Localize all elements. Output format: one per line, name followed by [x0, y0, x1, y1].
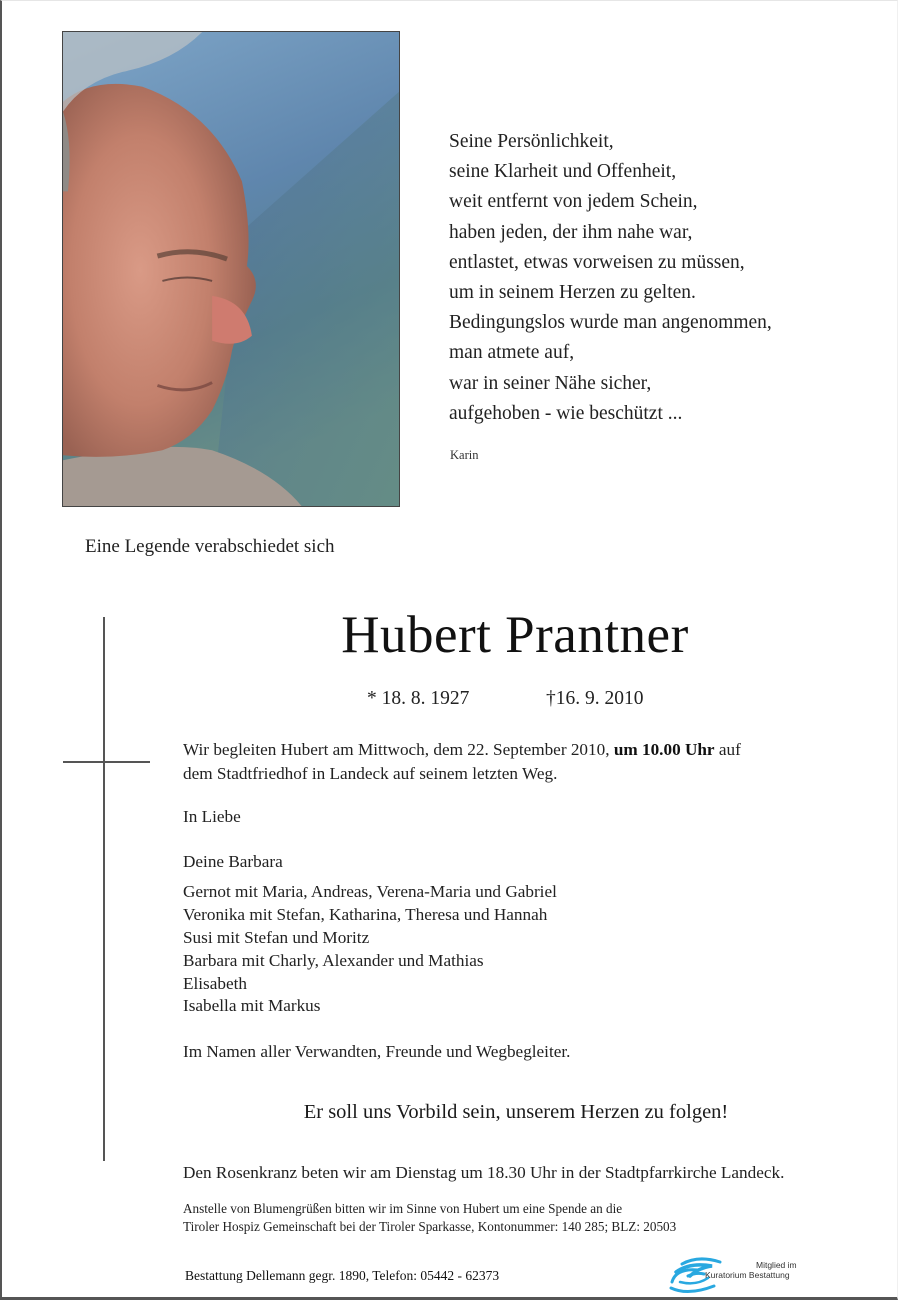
logo-line-2: Kuratorium Bestattung: [705, 1270, 790, 1280]
family-list: [183, 881, 557, 1018]
poem-line: man atmete auf,: [449, 342, 575, 364]
poem-line: aufgehoben - wie beschützt ...: [449, 402, 683, 424]
cross-icon-horizontal: [63, 761, 150, 763]
cross-icon-vertical: [103, 617, 105, 1161]
ceremony-line-1: [183, 738, 741, 762]
poem-line: seine Klarheit und Offenheit,: [449, 161, 677, 183]
photo-caption: Eine Legende verabschiedet sich: [85, 536, 335, 557]
ceremony-announcement: [183, 738, 741, 786]
logo-line-1: Mitglied im: [756, 1260, 797, 1270]
poem-author: Karin: [450, 448, 479, 462]
others-mourners: Im Namen aller Verwandten, Freunde und Wegbegleiter.: [183, 1042, 571, 1061]
family-member: Barbara mit Charly, Alexander und Mathias: [183, 950, 484, 970]
poem-line: war in seiner Nähe sicher,: [449, 372, 652, 394]
donation-notice: [183, 1200, 676, 1236]
ceremony-text: auf: [714, 740, 741, 759]
family-member: Veronika mit Stefan, Katharina, Theresa und Hannah: [183, 904, 548, 924]
poem-line: entlastet, etwas vorweisen zu müssen,: [449, 251, 745, 273]
portrait-photo: [62, 31, 400, 507]
deceased-name: Hubert Prantner: [341, 606, 689, 664]
ceremony-line-2: dem Stadtfriedhof in Landeck auf seinem letzten Weg.: [183, 764, 558, 783]
kuratorium-logo: [668, 1256, 818, 1296]
birth-date: * 18. 8. 1927: [367, 688, 470, 709]
poem-line: um in seinem Herzen zu gelten.: [449, 281, 696, 303]
closing-phrase: In Liebe: [183, 807, 241, 826]
poem-line: Seine Persönlichkeit,: [449, 131, 614, 152]
rosary-notice: Den Rosenkranz beten wir am Dienstag um 18.30 Uhr in der Stadtpfarrkirche Landeck.: [183, 1163, 785, 1182]
donation-line-1: Anstelle von Blumengrüßen bitten wir im Sinne von Hubert um eine Spende an die: [183, 1201, 623, 1216]
family-member: Gernot mit Maria, Andreas, Verena-Maria und Gabriel: [183, 882, 557, 901]
family-member: Elisabeth: [183, 973, 247, 993]
primary-mourner: Deine Barbara: [183, 852, 283, 871]
motto: Er soll uns Vorbild sein, unserem Herzen zu folgen!: [303, 1101, 729, 1123]
undertaker-info: Bestattung Dellemann gegr. 1890, Telefon: 05442 - 62373: [185, 1268, 500, 1283]
poem: [449, 127, 772, 429]
donation-line-2: Tiroler Hospiz Gemeinschaft bei der Tiroler Sparkasse, Kontonummer: 140 285; BLZ: 20503: [183, 1219, 677, 1234]
family-member: Isabella mit Markus: [183, 996, 321, 1016]
poem-line: haben jeden, der ihm nahe war,: [449, 221, 693, 243]
poem-line: weit entfernt von jedem Schein,: [449, 191, 698, 213]
ceremony-time: um 10.00 Uhr: [613, 740, 715, 759]
family-member: Susi mit Stefan und Moritz: [183, 927, 370, 947]
ceremony-text: Wir begleiten Hubert am Mittwoch, dem 22. September 2010,: [183, 740, 614, 759]
portrait-image: [63, 32, 399, 506]
death-date: †16. 9. 2010: [546, 688, 644, 709]
poem-line: Bedingungslos wurde man angenommen,: [449, 312, 772, 334]
